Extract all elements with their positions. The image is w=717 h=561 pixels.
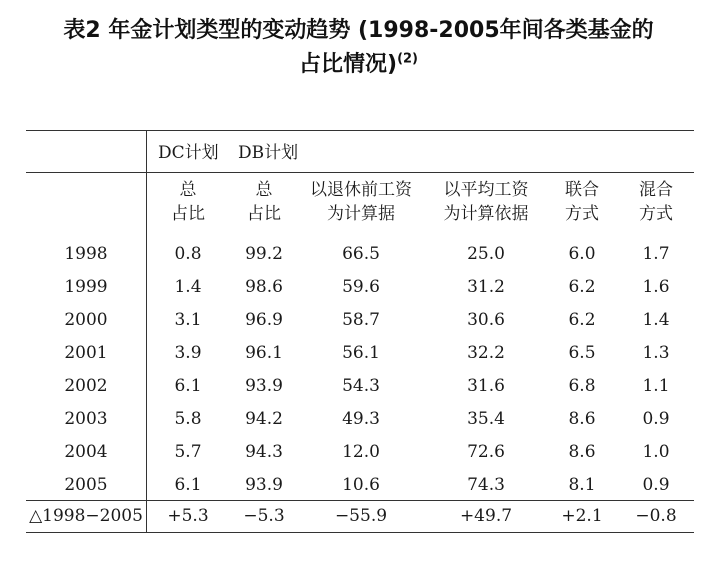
table-cell: 1.3 <box>642 343 670 363</box>
table-cell: 1.0 <box>642 442 670 462</box>
table-cell: 8.6 <box>568 442 596 462</box>
table-cell: 74.3 <box>467 475 505 495</box>
table-cell: 59.6 <box>342 277 380 297</box>
table-cell: 1.7 <box>642 244 670 264</box>
summary-cell: −5.3 <box>243 506 285 526</box>
table-cell: 93.9 <box>245 376 283 396</box>
table-row <box>26 436 694 469</box>
column-header-line: 为计算依据 <box>443 204 529 224</box>
table-cell: 6.8 <box>568 376 596 396</box>
table-cell: 25.0 <box>467 244 505 264</box>
table-cell: 93.9 <box>245 475 283 495</box>
row-year: 2000 <box>64 310 108 330</box>
column-header-line: 混合 <box>639 180 673 200</box>
table-cell: 30.6 <box>467 310 505 330</box>
table-cell: 66.5 <box>342 244 380 264</box>
footnote-mark: (2) <box>397 51 418 67</box>
table-cell: 10.6 <box>342 475 380 495</box>
group-header-db: DB计划 <box>238 143 299 163</box>
table-cell: 3.9 <box>174 343 202 363</box>
column-header-line: 方式 <box>565 204 599 224</box>
summary-label: △1998−2005 <box>29 506 143 526</box>
table-cell: 49.3 <box>342 409 380 429</box>
table-row <box>26 304 694 337</box>
column-header-line: 总 <box>179 180 197 200</box>
summary-cell: +2.1 <box>561 506 603 526</box>
title-line-2 <box>0 48 717 82</box>
table-cell: 8.6 <box>568 409 596 429</box>
table-cell: 12.0 <box>342 442 380 462</box>
table-cell: 31.2 <box>467 277 505 297</box>
column-header-combined <box>546 178 618 226</box>
table-cell: 6.2 <box>568 277 596 297</box>
table-cell: 99.2 <box>245 244 283 264</box>
column-header-line: 以平均工资 <box>443 180 529 200</box>
table-cell: 54.3 <box>342 376 380 396</box>
title-line-2-text: 占比情况) <box>299 52 398 77</box>
column-header-line: 方式 <box>639 204 673 224</box>
table-cell: 56.1 <box>342 343 380 363</box>
table-cell: 58.7 <box>342 310 380 330</box>
table-cell: 31.6 <box>467 376 505 396</box>
row-year: 2005 <box>64 475 108 495</box>
column-header-hybrid <box>620 178 692 226</box>
row-year: 1998 <box>64 244 108 264</box>
table-cell: 6.1 <box>174 475 202 495</box>
table-row <box>26 337 694 370</box>
summary-cell: −55.9 <box>334 506 388 526</box>
group-header-dc: DC计划 <box>158 143 219 163</box>
table-cell: 0.8 <box>174 244 202 264</box>
column-header-line: 以退休前工资 <box>310 180 412 200</box>
column-header-final-salary <box>300 178 422 226</box>
table-cell: 6.2 <box>568 310 596 330</box>
table-title <box>0 14 717 82</box>
table-cell: 1.6 <box>642 277 670 297</box>
table-cell: 5.8 <box>174 409 202 429</box>
table-cell: 96.1 <box>245 343 283 363</box>
table-cell: 35.4 <box>467 409 505 429</box>
summary-cell: +49.7 <box>459 506 513 526</box>
row-year: 2002 <box>64 376 108 396</box>
row-year: 2004 <box>64 442 108 462</box>
table-cell: 94.2 <box>245 409 283 429</box>
table-cell: 96.9 <box>245 310 283 330</box>
table-cell: 72.6 <box>467 442 505 462</box>
summary-row <box>26 500 694 533</box>
table-cell: 98.6 <box>245 277 283 297</box>
row-year: 1999 <box>64 277 108 297</box>
column-header-dc-total <box>150 178 226 226</box>
table-row <box>26 370 694 403</box>
column-header-average-salary <box>430 178 542 226</box>
column-header-line: 联合 <box>565 180 599 200</box>
table-cell: 6.5 <box>568 343 596 363</box>
column-header-line: 为计算据 <box>327 204 395 224</box>
table-cell: 0.9 <box>642 409 670 429</box>
table-top-rule <box>26 130 694 131</box>
table-cell: 1.4 <box>642 310 670 330</box>
table-row <box>26 271 694 304</box>
summary-cell: −0.8 <box>635 506 677 526</box>
table-cell: 1.1 <box>642 376 670 396</box>
table-row <box>26 403 694 436</box>
table-cell: 6.1 <box>174 376 202 396</box>
column-header-line: 占比 <box>171 204 205 224</box>
title-line-1: 表2 年金计划类型的变动趋势 (1998-2005年间各类基金的 <box>63 18 654 43</box>
table-cell: 8.1 <box>568 475 596 495</box>
table-cell: 5.7 <box>174 442 202 462</box>
table-row <box>26 238 694 271</box>
column-header-line: 总 <box>255 180 273 200</box>
table-cell: 0.9 <box>642 475 670 495</box>
summary-cell: +5.3 <box>167 506 209 526</box>
table-cell: 3.1 <box>174 310 202 330</box>
column-header-line: 占比 <box>247 204 281 224</box>
header-rule <box>26 172 694 173</box>
table-row <box>26 469 694 502</box>
row-year: 2001 <box>64 343 108 363</box>
row-year: 2003 <box>64 409 108 429</box>
table-cell: 94.3 <box>245 442 283 462</box>
column-header-db-total <box>226 178 302 226</box>
table-cell: 1.4 <box>174 277 202 297</box>
table-cell: 32.2 <box>467 343 505 363</box>
table-cell: 6.0 <box>568 244 596 264</box>
